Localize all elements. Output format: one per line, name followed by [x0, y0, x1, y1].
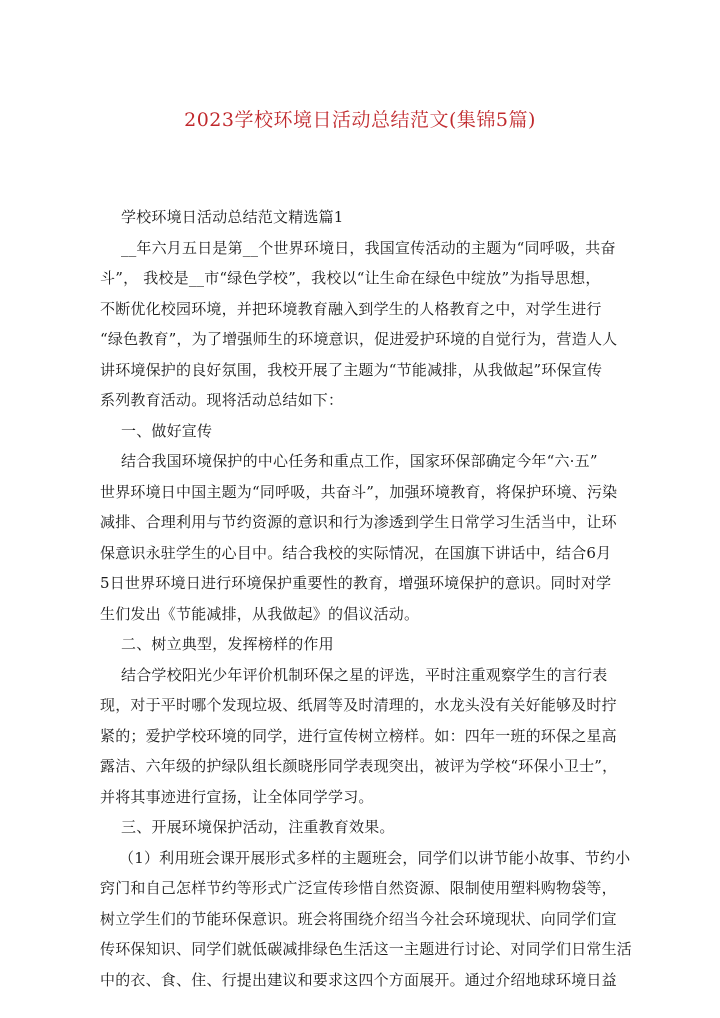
paragraph-line: 现，对于平时哪个发现垃圾、纸屑等及时清理的，水龙头没有关好能够及时拧: [100, 696, 617, 714]
paragraph-line: 生们发出《节能减排，从我做起》的倡议活动。: [100, 604, 420, 623]
section-heading: 二、树立典型，发挥榜样的作用: [121, 635, 334, 653]
paragraph-line: 减排、合理利用与节约资源的意识和行为渗透到学生日常学习生活当中，让环: [100, 513, 617, 531]
document-title: 2023学校环境日活动总结范文(集锦5篇): [184, 109, 536, 131]
paragraph-line: 斗”， 我校是__市“绿色学校”，我校以“让生命在绿色中绽放”为指导思想，: [100, 269, 601, 287]
paragraph-line: 结合学校阳光少年评价机制环保之星的评选，平时注重观察学生的言行表: [121, 665, 608, 684]
paragraph-line: __年六月五日是第__个世界环境日，我国宣传活动的主题为“同呼吸，共奋: [121, 238, 616, 257]
paragraph-line: 结合我国环境保护的中心任务和重点工作，国家环保部确定今年“六·五”: [121, 452, 598, 470]
paragraph-line: 系列教育活动。现将活动总结如下：: [100, 391, 344, 409]
paragraph-line: 并将其事迹进行宣扬，让全体同学学习。: [100, 787, 374, 806]
paragraph-line: 窍门和自己怎样节约等形式广泛宣传珍惜自然资源、限制使用塑料购物袋等，: [100, 879, 617, 897]
paragraph-line: 不断优化校园环境，并把环境教育融入到学生的人格教育之中，对学生进行: [100, 299, 602, 318]
paragraph-line: 紧的；爱护学校环境的同学，进行宣传树立榜样。如：四年一班的环保之星高: [100, 726, 617, 745]
paragraph-line: 传环保知识、同学们就低碳减排绿色生活这一主题进行讨论、对同学们日常生活: [100, 940, 633, 958]
paragraph-line: 保意识永驻学生的心目中。结合我校的实际情况，在国旗下讲话中，结合6月: [100, 543, 612, 562]
document-body: [100, 202, 633, 995]
section-heading: 学校环境日活动总结范文精选篇1: [121, 208, 344, 226]
paragraph-line: 露洁、六年级的护绿队组长颜晓彤同学表现突出，被评为学校“环保小卫士”，: [100, 757, 618, 775]
paragraph-line: “绿色教育”，为了增强师生的环境意识，促进爱护环境的自觉行为，营造人人: [100, 330, 618, 348]
section-heading: 三、开展环境保护活动，注重教育效果。: [121, 818, 395, 836]
paragraph-line: 5日世界环境日进行环境保护重要性的教育，增强环境保护的意识。同时对学: [100, 574, 612, 592]
paragraph-line: 树立学生们的节能环保意识。班会将围绕介绍当今社会环境现状、向同学们宣: [100, 909, 617, 928]
paragraph-line: 中的衣、食、住、行提出建议和要求这四个方面展开。通过介绍地球环境日益: [100, 970, 617, 989]
paragraph-line: 世界环境日中国主题为“同呼吸，共奋斗”，加强环境教育，将保护环境、污染: [100, 482, 618, 501]
section-heading: 一、做好宣传: [121, 421, 213, 440]
paragraph-line: 讲环境保护的良好氛围，我校开展了主题为“节能减排，从我做起”环保宣传: [100, 360, 603, 379]
paragraph-line: （1）利用班会课开展形式多样的主题班会，同学们以讲节能小故事、节约小: [119, 848, 631, 867]
